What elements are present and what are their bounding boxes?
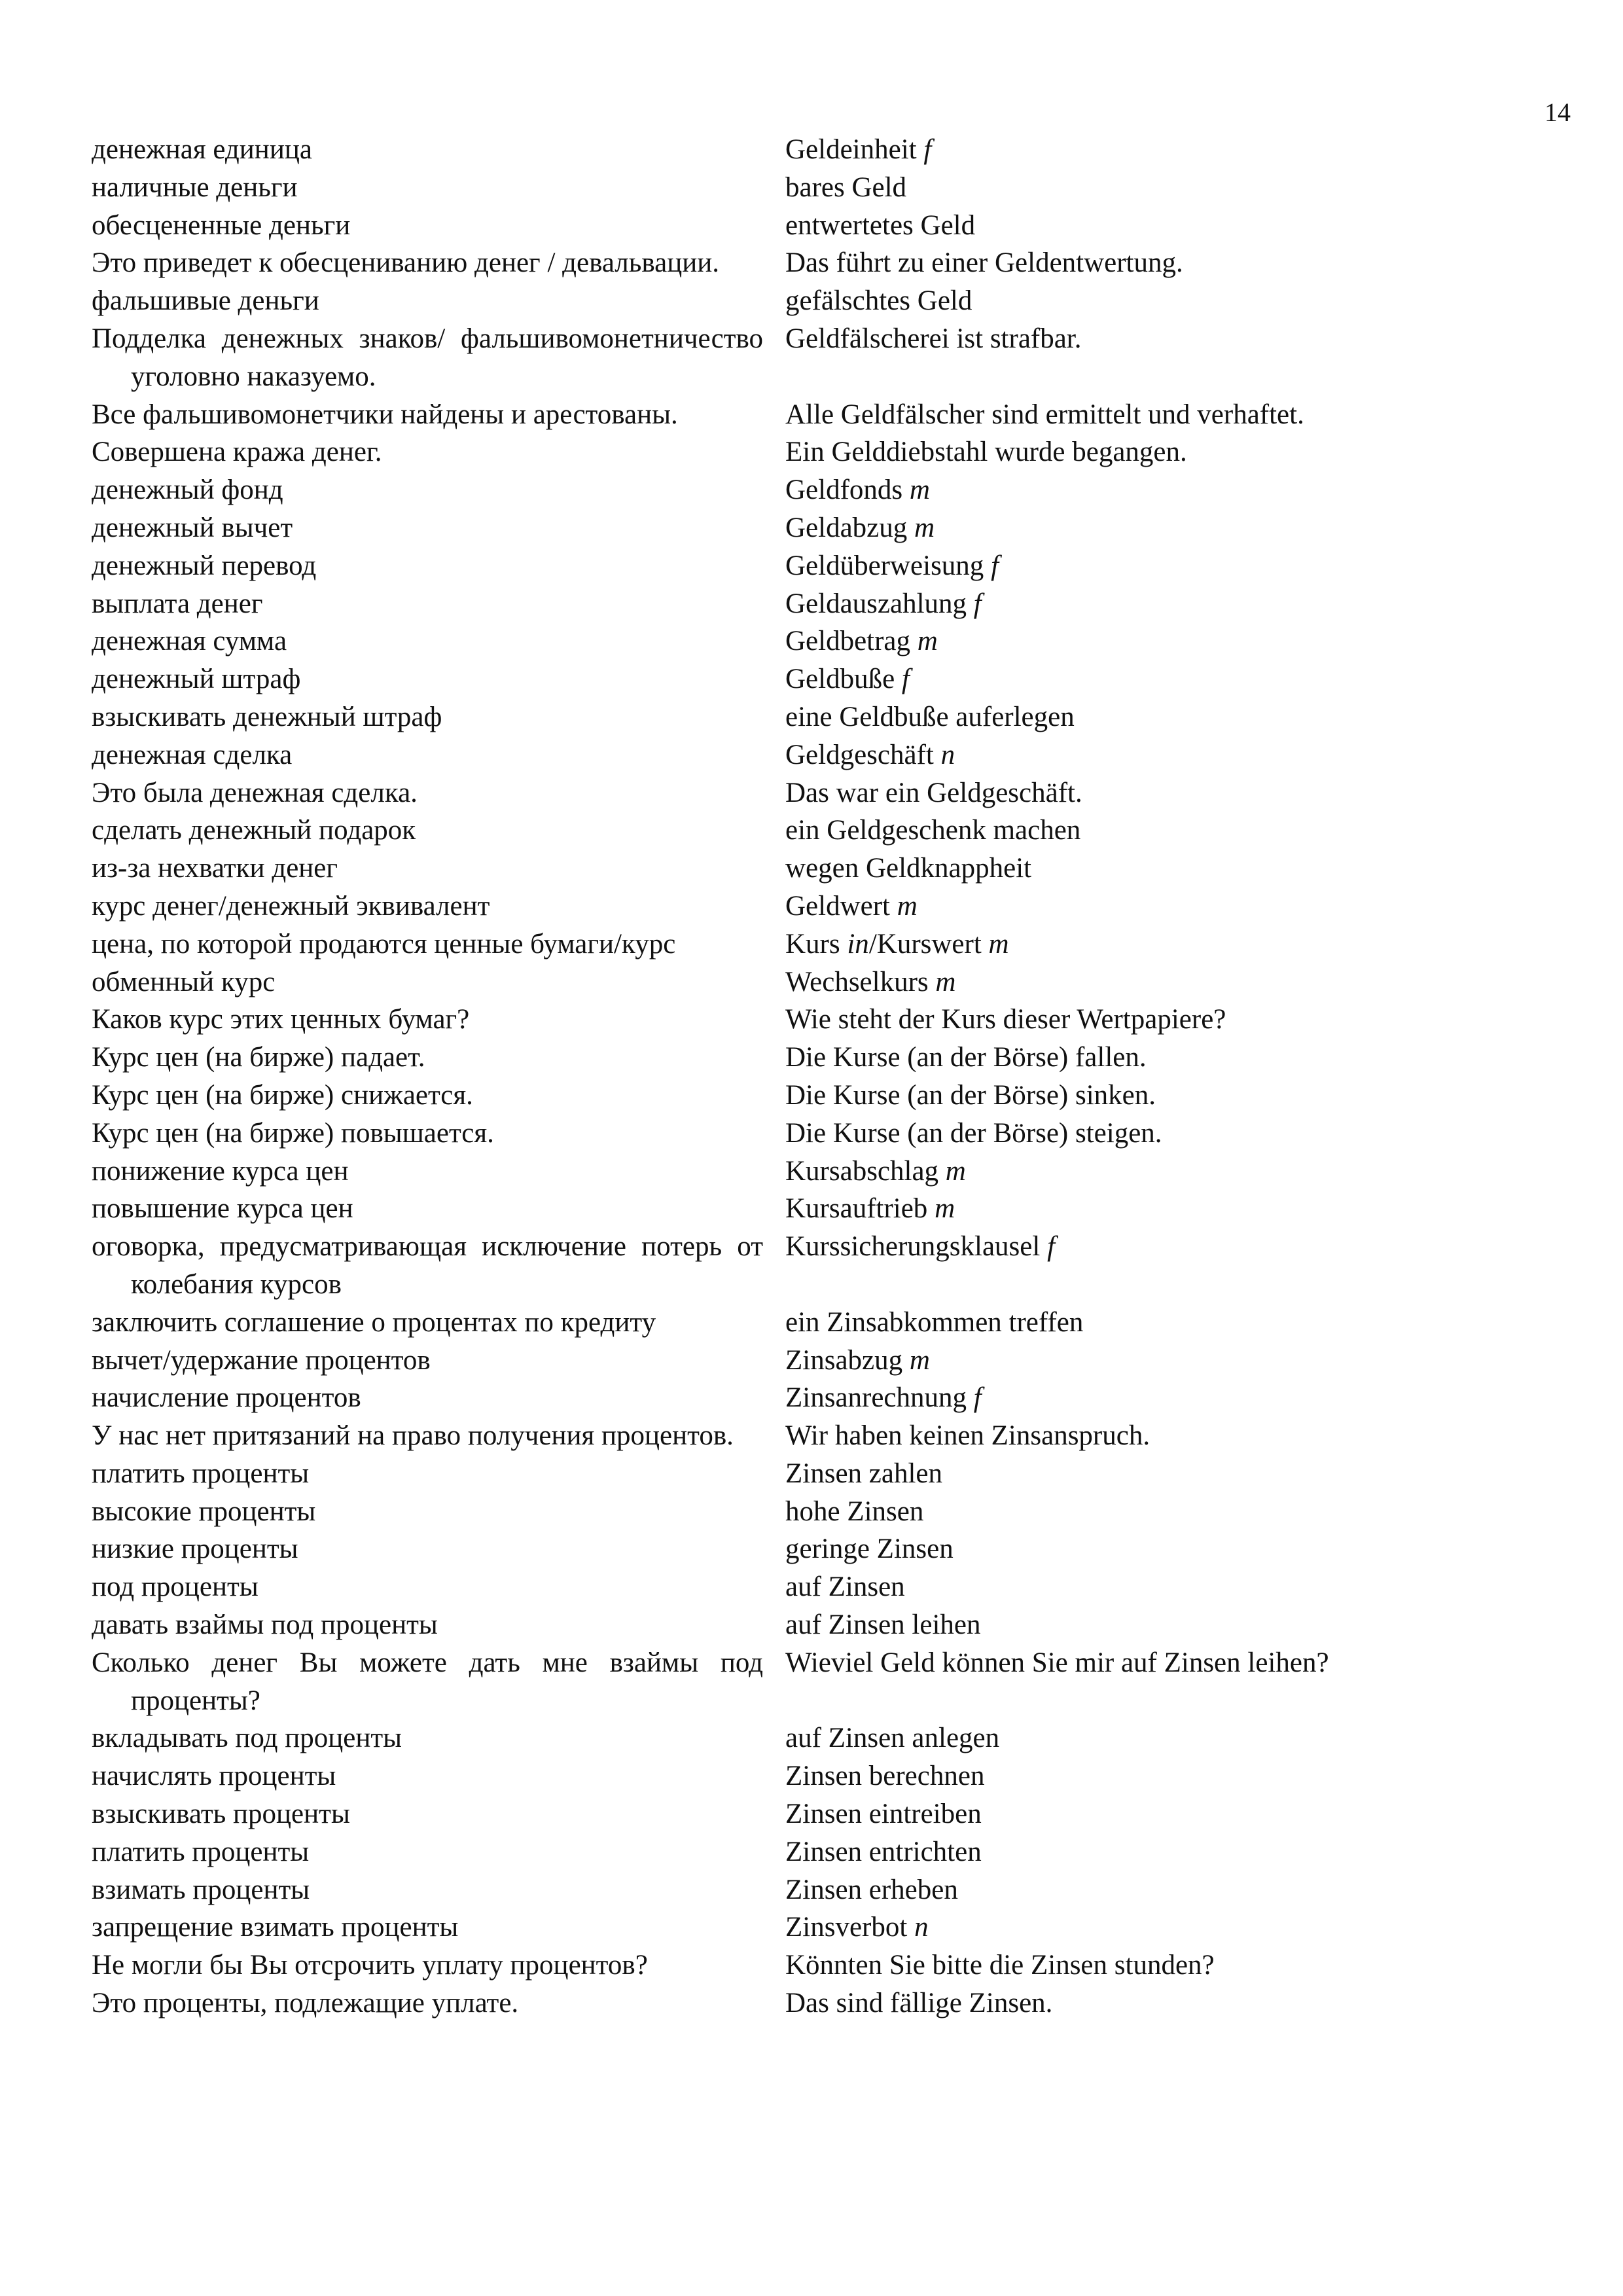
russian-term: заключить соглашение о процентах по кредиту bbox=[92, 1306, 656, 1338]
russian-term: фальшивые деньги bbox=[92, 285, 319, 317]
german-term bbox=[785, 1530, 1479, 1568]
german-text: Die Kurse (an der Börse) fallen. bbox=[785, 1042, 1147, 1073]
glossary-row bbox=[0, 1077, 1623, 1115]
russian-term: денежная сделка bbox=[92, 739, 293, 770]
german-term bbox=[785, 888, 1479, 925]
glossary-row bbox=[0, 547, 1623, 585]
glossary-row bbox=[0, 1833, 1623, 1871]
glossary-row bbox=[0, 207, 1623, 245]
russian-term: под проценты bbox=[92, 1571, 259, 1603]
german-text: ein Geldgeschenk machen bbox=[785, 815, 1081, 846]
russian-term: низкие проценты bbox=[92, 1534, 298, 1565]
german-term bbox=[785, 433, 1479, 471]
german-term bbox=[785, 1909, 1479, 1946]
glossary-row bbox=[0, 698, 1623, 736]
russian-term: денежная сумма bbox=[92, 626, 287, 657]
german-text: ein Zinsabkommen treffen bbox=[785, 1306, 1084, 1338]
glossary-row bbox=[0, 1530, 1623, 1568]
german-term bbox=[785, 736, 1479, 774]
russian-term: У нас нет притязаний на право получения процентов. bbox=[92, 1420, 734, 1452]
german-text: auf Zinsen bbox=[785, 1571, 905, 1603]
glossary-row bbox=[0, 925, 1623, 963]
glossary-row bbox=[0, 1568, 1623, 1606]
german-term bbox=[785, 925, 1479, 963]
german-text: Zinsverbot bbox=[785, 1912, 908, 1943]
glossary-row bbox=[0, 1757, 1623, 1795]
german-text: Die Kurse (an der Börse) steigen. bbox=[785, 1117, 1162, 1149]
german-text: wegen Geldknappheit bbox=[785, 853, 1032, 884]
german-text: Zinsen berechnen bbox=[785, 1761, 985, 1792]
german-text: Geldüberweisung bbox=[785, 550, 984, 581]
glossary-row bbox=[0, 1190, 1623, 1228]
russian-term: обесцененные деньги bbox=[92, 209, 351, 241]
german-term bbox=[785, 207, 1479, 245]
german-term bbox=[785, 1833, 1479, 1871]
russian-term: Не могли бы Вы отсрочить уплату процентов? bbox=[92, 1950, 648, 1981]
german-text: Geldwert bbox=[785, 890, 890, 922]
german-term bbox=[785, 1304, 1479, 1342]
russian-term: курс денег/денежный эквивалент bbox=[92, 890, 490, 922]
german-text: Zinsen zahlen bbox=[785, 1458, 942, 1489]
german-text: Die Kurse (an der Börse) sinken. bbox=[785, 1079, 1156, 1111]
russian-term: наличные деньги bbox=[92, 171, 298, 203]
german-text: Geldgeschäft bbox=[785, 739, 934, 770]
german-text: entwertetes Geld bbox=[785, 209, 976, 241]
german-text: Zinsen entrichten bbox=[785, 1836, 982, 1867]
gender-marker: f bbox=[991, 550, 999, 581]
german-term bbox=[785, 1757, 1479, 1795]
german-text: eine Geldbuße auferlegen bbox=[785, 701, 1075, 732]
german-term bbox=[785, 1001, 1479, 1039]
german-term bbox=[785, 1153, 1479, 1191]
german-term bbox=[785, 320, 1479, 396]
russian-term: платить проценты bbox=[92, 1836, 310, 1867]
russian-term: денежная единица bbox=[92, 134, 312, 165]
german-text: Alle Geldfälscher sind ermittelt und verhaftet. bbox=[785, 399, 1304, 430]
german-text: Ein Gelddiebstahl wurde begangen. bbox=[785, 437, 1187, 468]
russian-term: из-за нехватки денег bbox=[92, 853, 338, 884]
german-term bbox=[785, 169, 1479, 207]
german-term bbox=[785, 131, 1479, 169]
german-term bbox=[785, 698, 1479, 736]
gender-marker: m bbox=[945, 1155, 966, 1187]
german-text: /Kurswert bbox=[868, 928, 989, 960]
glossary-row bbox=[0, 433, 1623, 471]
german-term bbox=[785, 1417, 1479, 1455]
glossary-row bbox=[0, 1719, 1623, 1757]
gender-marker: m bbox=[909, 1344, 930, 1376]
german-term bbox=[785, 1606, 1479, 1644]
german-term bbox=[785, 1455, 1479, 1493]
german-text: Wechselkurs bbox=[785, 966, 929, 997]
german-term bbox=[785, 1342, 1479, 1380]
russian-term: денежный вычет bbox=[92, 512, 293, 543]
german-text: Könnten Sie bitte die Zinsen stunden? bbox=[785, 1950, 1215, 1981]
german-term bbox=[785, 1568, 1479, 1606]
glossary-row bbox=[0, 1039, 1623, 1077]
russian-term: обменный курс bbox=[92, 966, 276, 997]
german-term bbox=[785, 660, 1479, 698]
russian-term: высокие проценты bbox=[92, 1496, 316, 1527]
german-term bbox=[785, 812, 1479, 850]
russian-term: начисление процентов bbox=[92, 1382, 361, 1414]
russian-term: взыскивать проценты bbox=[92, 1799, 350, 1830]
german-text: Zinsabzug bbox=[785, 1344, 903, 1376]
glossary-row bbox=[0, 660, 1623, 698]
glossary-row bbox=[0, 1644, 1623, 1720]
russian-term: цена, по которой продаются ценные бумаги/курс bbox=[92, 928, 676, 960]
gender-marker: f bbox=[973, 1382, 982, 1414]
german-text: Kurssicherungsklausel bbox=[785, 1231, 1041, 1263]
german-term bbox=[785, 1984, 1479, 2022]
gender-marker: f bbox=[973, 588, 982, 619]
german-term bbox=[785, 1493, 1479, 1531]
gender-marker: m bbox=[917, 626, 938, 657]
glossary-row bbox=[0, 963, 1623, 1001]
german-term bbox=[785, 1190, 1479, 1228]
german-term bbox=[785, 244, 1479, 282]
glossary-entries bbox=[0, 131, 1623, 2022]
german-text: hohe Zinsen bbox=[785, 1496, 924, 1527]
glossary-row bbox=[0, 471, 1623, 509]
glossary-row bbox=[0, 1115, 1623, 1153]
german-text: Wie steht der Kurs dieser Wertpapiere? bbox=[785, 1004, 1226, 1035]
glossary-row bbox=[0, 1455, 1623, 1493]
german-text: Zinsanrechnung bbox=[785, 1382, 967, 1414]
german-term bbox=[785, 1077, 1479, 1115]
russian-term: взимать проценты bbox=[92, 1874, 310, 1905]
russian-term: Курс цен (на бирже) снижается. bbox=[92, 1079, 473, 1111]
russian-term: денежный штраф bbox=[92, 664, 301, 695]
gender-marker: f bbox=[923, 134, 932, 165]
russian-term: Подделка денежных знаков/ фальшивомонетничество уголовно наказуемо. bbox=[92, 323, 763, 392]
german-term bbox=[785, 471, 1479, 509]
german-term bbox=[785, 1379, 1479, 1417]
german-text: bares Geld bbox=[785, 171, 907, 203]
german-text: Kursabschlag bbox=[785, 1155, 939, 1187]
german-term bbox=[785, 396, 1479, 434]
german-text: Zinsen erheben bbox=[785, 1874, 958, 1905]
german-text: Das war ein Geldgeschäft. bbox=[785, 777, 1082, 808]
german-term bbox=[785, 585, 1479, 623]
glossary-row bbox=[0, 1153, 1623, 1191]
gender-marker: m bbox=[909, 475, 930, 506]
russian-term: Это была денежная сделка. bbox=[92, 777, 418, 808]
german-text: Geldbetrag bbox=[785, 626, 911, 657]
glossary-row bbox=[0, 1417, 1623, 1455]
glossary-row bbox=[0, 1606, 1623, 1644]
german-text: geringe Zinsen bbox=[785, 1534, 954, 1565]
russian-term: оговорка, предусматривающая исключение потерь от колебания курсов bbox=[92, 1231, 763, 1300]
glossary-row bbox=[0, 244, 1623, 282]
german-text: Kurs bbox=[785, 928, 847, 960]
glossary-row bbox=[0, 1379, 1623, 1417]
gender-marker: in bbox=[847, 928, 869, 960]
glossary-row bbox=[0, 736, 1623, 774]
russian-term: начислять проценты bbox=[92, 1761, 336, 1792]
russian-term: выплата денег bbox=[92, 588, 263, 619]
german-term bbox=[785, 1039, 1479, 1077]
russian-term: вычет/удержание процентов bbox=[92, 1344, 431, 1376]
glossary-row bbox=[0, 1946, 1623, 1984]
russian-term: Каков курс этих ценных бумаг? bbox=[92, 1004, 470, 1035]
glossary-row bbox=[0, 1909, 1623, 1946]
glossary-row bbox=[0, 1228, 1623, 1304]
glossary-row bbox=[0, 1795, 1623, 1833]
german-term bbox=[785, 282, 1479, 320]
glossary-row bbox=[0, 320, 1623, 396]
german-text: Das sind fällige Zinsen. bbox=[785, 1988, 1053, 2019]
german-text: Wir haben keinen Zinsanspruch. bbox=[785, 1420, 1150, 1452]
russian-term: Все фальшивомонетчики найдены и арестованы. bbox=[92, 399, 678, 430]
german-term bbox=[785, 963, 1479, 1001]
glossary-row bbox=[0, 888, 1623, 925]
gender-marker: f bbox=[1047, 1231, 1056, 1263]
glossary-row bbox=[0, 396, 1623, 434]
glossary-row bbox=[0, 1342, 1623, 1380]
german-term bbox=[785, 622, 1479, 660]
german-term bbox=[785, 1946, 1479, 1984]
gender-marker: m bbox=[935, 1193, 955, 1225]
gender-marker: n bbox=[940, 739, 955, 770]
russian-term: Это проценты, подлежащие уплате. bbox=[92, 1988, 519, 2019]
russian-term: вкладывать под проценты bbox=[92, 1723, 402, 1754]
gender-marker: m bbox=[897, 890, 918, 922]
glossary-row bbox=[0, 1304, 1623, 1342]
german-term bbox=[785, 1644, 1479, 1720]
russian-term: повышение курса цен bbox=[92, 1193, 353, 1225]
german-text: auf Zinsen leihen bbox=[785, 1609, 981, 1641]
russian-term: платить проценты bbox=[92, 1458, 310, 1489]
glossary-row bbox=[0, 622, 1623, 660]
russian-term: сделать денежный подарок bbox=[92, 815, 416, 846]
russian-term: денежный перевод bbox=[92, 550, 317, 581]
russian-term: Курс цен (на бирже) повышается. bbox=[92, 1117, 494, 1149]
german-term bbox=[785, 850, 1479, 888]
page-number: 14 bbox=[1544, 98, 1571, 127]
russian-term: понижение курса цен bbox=[92, 1155, 349, 1187]
glossary-row bbox=[0, 1493, 1623, 1531]
glossary-row bbox=[0, 812, 1623, 850]
russian-term: запрещение взимать проценты bbox=[92, 1912, 459, 1943]
german-term bbox=[785, 509, 1479, 547]
glossary-row bbox=[0, 1984, 1623, 2022]
german-text: auf Zinsen anlegen bbox=[785, 1723, 1000, 1754]
russian-term: денежный фонд bbox=[92, 475, 283, 506]
german-term bbox=[785, 547, 1479, 585]
glossary-row bbox=[0, 131, 1623, 169]
german-term bbox=[785, 1228, 1479, 1304]
gender-marker: n bbox=[914, 1912, 929, 1943]
german-text: Geldfonds bbox=[785, 475, 903, 506]
glossary-row bbox=[0, 1871, 1623, 1909]
german-text: Geldabzug bbox=[785, 512, 908, 543]
russian-term: Совершена кража денег. bbox=[92, 437, 382, 468]
german-term bbox=[785, 1795, 1479, 1833]
german-text: Geldeinheit bbox=[785, 134, 917, 165]
glossary-row bbox=[0, 282, 1623, 320]
glossary-row bbox=[0, 169, 1623, 207]
russian-term: Сколько денег Вы можете дать мне взаймы под проценты? bbox=[92, 1647, 763, 1716]
german-term bbox=[785, 774, 1479, 812]
german-text: gefälschtes Geld bbox=[785, 285, 972, 317]
glossary-row bbox=[0, 774, 1623, 812]
russian-term: взыскивать денежный штраф bbox=[92, 701, 442, 732]
glossary-row bbox=[0, 509, 1623, 547]
russian-term: Курс цен (на бирже) падает. bbox=[92, 1042, 425, 1073]
german-text: Kursauftrieb bbox=[785, 1193, 928, 1225]
gender-marker: m bbox=[914, 512, 935, 543]
glossary-row bbox=[0, 850, 1623, 888]
german-text: Geldbuße bbox=[785, 664, 895, 695]
glossary-row bbox=[0, 585, 1623, 623]
german-text: Geldfälscherei ist strafbar. bbox=[785, 323, 1082, 354]
gender-marker: m bbox=[935, 966, 956, 997]
german-text: Wieviel Geld können Sie mir auf Zinsen leihen? bbox=[785, 1647, 1329, 1678]
german-text: Geldauszahlung bbox=[785, 588, 967, 619]
gender-marker: f bbox=[901, 664, 910, 695]
russian-term: давать взаймы под проценты bbox=[92, 1609, 438, 1641]
gender-marker: m bbox=[988, 928, 1009, 960]
german-text: Das führt zu einer Geldentwertung. bbox=[785, 247, 1183, 279]
german-term bbox=[785, 1719, 1479, 1757]
german-term bbox=[785, 1115, 1479, 1153]
german-term bbox=[785, 1871, 1479, 1909]
german-text: Zinsen eintreiben bbox=[785, 1799, 982, 1830]
russian-term: Это приведет к обесцениванию денег / девальвации. bbox=[92, 247, 719, 279]
glossary-row bbox=[0, 1001, 1623, 1039]
